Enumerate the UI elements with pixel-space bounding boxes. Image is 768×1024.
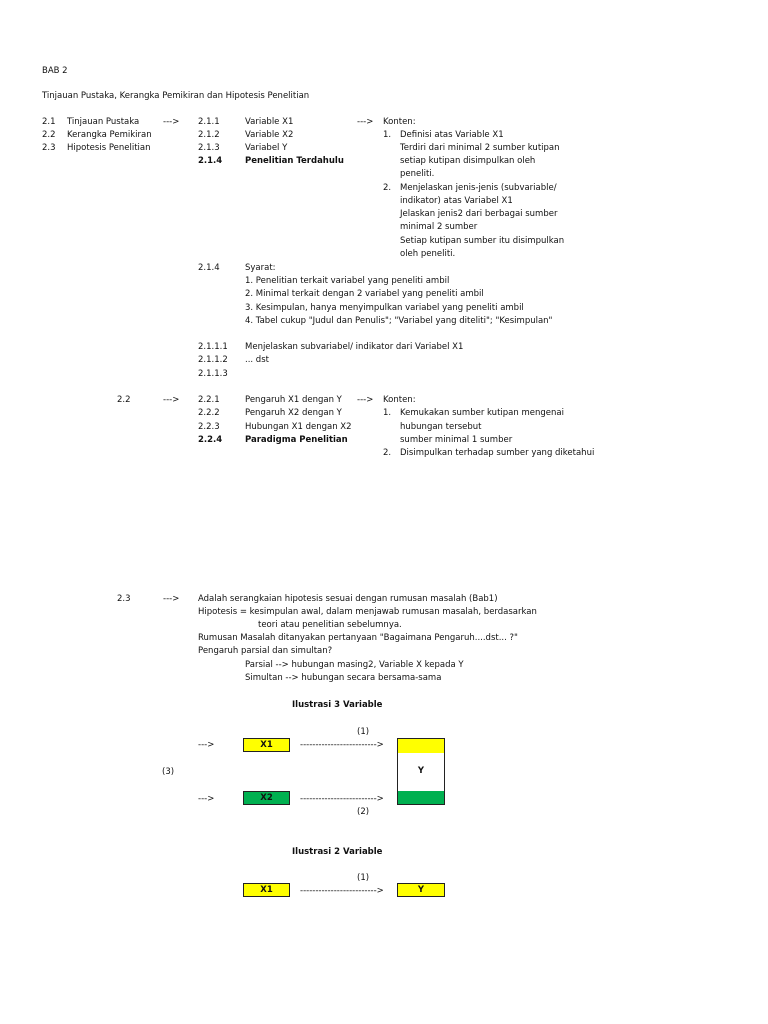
y-box-label: Y: [417, 766, 425, 776]
sub-label: Variabel Y: [245, 143, 288, 153]
path-label-2: (2): [357, 807, 370, 817]
konten-line: Disimpulkan terhadap sumber yang diketahui: [400, 448, 595, 458]
sub-label: Paradigma Penelitian: [245, 435, 348, 445]
sub-label: Hubungan X1 dengan X2: [245, 422, 352, 432]
konten-num: 2.: [383, 448, 392, 458]
arrow: --->: [357, 117, 374, 127]
y-box-top: [398, 739, 444, 753]
sub-label: Variable X2: [245, 130, 294, 140]
konten-label: Konten:: [383, 395, 416, 405]
toc-num: 2.1: [42, 117, 56, 127]
syarat-item: 4. Tabel cukup "Judul dan Penulis"; "Variabel yang diteliti"; "Kesimpulan": [245, 316, 553, 326]
section-num: 2.3: [117, 594, 131, 604]
sub-label: Penelitian Terdahulu: [245, 156, 344, 166]
sub-num: 2.1.1: [198, 117, 220, 127]
sub-num: 2.1.3: [198, 143, 220, 153]
ilustrasi3-title: Ilustrasi 3 Variable: [292, 700, 383, 710]
syarat-label: Syarat:: [245, 263, 276, 273]
hipotesis-line: Rumusan Masalah ditanyakan pertanyaan "Bagaimana Pengaruh....dst... ?": [198, 633, 518, 643]
sub-num: 2.1.2: [198, 130, 220, 140]
path-label-1: (1): [357, 727, 370, 737]
hipotesis-line: Hipotesis = kesimpulan awal, dalam menjawab rumusan masalah, berdasarkan: [198, 607, 537, 617]
hipotesis-line: Adalah serangkaian hipotesis sesuai dengan rumusan masalah (Bab1): [198, 594, 498, 604]
toc-num: 2.2: [42, 130, 56, 140]
toc-num: 2.3: [42, 143, 56, 153]
arrow: --->: [357, 395, 374, 405]
arrow: --->: [198, 740, 215, 750]
sub-num: 2.2.3: [198, 422, 220, 432]
konten-line: Jelaskan jenis2 dari berbagai sumber: [400, 209, 558, 219]
hipotesis-line: Parsial --> hubungan masing2, Variable X kepada Y: [245, 660, 464, 670]
konten-line: sumber minimal 1 sumber: [400, 435, 513, 445]
sub-num: 2.2.2: [198, 408, 220, 418]
sub-label: Pengaruh X2 dengan Y: [245, 408, 342, 418]
subsub-num: 2.1.1.2: [198, 355, 228, 365]
path-label-3: (3): [162, 767, 175, 777]
y-box: [397, 738, 445, 805]
syarat-item: 3. Kesimpulan, hanya menyimpulkan variabel yang peneliti ambil: [245, 303, 524, 313]
konten-line: Setiap kutipan sumber itu disimpulkan: [400, 236, 565, 246]
dashed-arrow: ------------------------->: [300, 740, 384, 750]
hipotesis-line: Simultan --> hubungan secara bersama-sama: [245, 673, 442, 683]
arrow: --->: [163, 594, 180, 604]
sub-num: 2.1.4: [198, 156, 223, 166]
sub-label: Pengaruh X1 dengan Y: [245, 395, 342, 405]
sub-num: 2.2.1: [198, 395, 220, 405]
x1-box: X1: [243, 738, 290, 752]
konten-line: peneliti.: [400, 169, 435, 179]
hipotesis-line: Pengaruh parsial dan simultan?: [198, 646, 333, 656]
konten-line: setiap kutipan disimpulkan oleh: [400, 156, 536, 166]
konten-num: 2.: [383, 183, 392, 193]
dashed-arrow: ------------------------->: [300, 794, 384, 804]
konten-num: 1.: [383, 130, 392, 140]
path-label-1: (1): [357, 873, 370, 883]
arrow: --->: [198, 794, 215, 804]
x1-box: X1: [243, 883, 290, 897]
toc-label: Hipotesis Penelitian: [67, 143, 151, 153]
konten-line: Kemukakan sumber kutipan mengenai: [400, 408, 564, 418]
toc-label: Kerangka Pemikiran: [67, 130, 152, 140]
sub-num: 2.2.4: [198, 435, 223, 445]
dashed-arrow: ------------------------->: [300, 886, 384, 896]
arrow: --->: [163, 395, 180, 405]
ilustrasi2-title: Ilustrasi 2 Variable: [292, 847, 383, 857]
subsub-num: 2.1.1.3: [198, 369, 228, 379]
y-box: Y: [397, 883, 445, 897]
page-title: Tinjauan Pustaka, Kerangka Pemikiran dan Hipotesis Penelitian: [42, 91, 310, 101]
konten-line: Menjelaskan jenis-jenis (subvariable/: [400, 183, 557, 193]
subsub-label: Menjelaskan subvariabel/ indikator dari Variabel X1: [245, 342, 464, 352]
konten-line: hubungan tersebut: [400, 422, 482, 432]
hipotesis-line: teori atau penelitian sebelumnya.: [258, 620, 402, 630]
konten-num: 1.: [383, 408, 392, 418]
x2-box: X2: [243, 791, 290, 805]
section-num: 2.2: [117, 395, 131, 405]
bab-label: BAB 2: [42, 66, 68, 76]
subsub-label: ... dst: [245, 355, 269, 365]
subsub-num: 2.1.1.1: [198, 342, 228, 352]
konten-line: oleh peneliti.: [400, 249, 456, 259]
konten-label: Konten:: [383, 117, 416, 127]
sub-label: Variable X1: [245, 117, 294, 127]
konten-line: Terdiri dari minimal 2 sumber kutipan: [400, 143, 560, 153]
toc-label: Tinjauan Pustaka: [67, 117, 140, 127]
konten-line: Definisi atas Variable X1: [400, 130, 504, 140]
syarat-item: 1. Penelitian terkait variabel yang peneliti ambil: [245, 276, 450, 286]
konten-line: minimal 2 sumber: [400, 222, 478, 232]
arrow: --->: [163, 117, 180, 127]
y-box-bottom: [398, 791, 444, 804]
konten-line: indikator) atas Variabel X1: [400, 196, 513, 206]
syarat-item: 2. Minimal terkait dengan 2 variabel yang peneliti ambil: [245, 289, 484, 299]
syarat-num: 2.1.4: [198, 263, 220, 273]
